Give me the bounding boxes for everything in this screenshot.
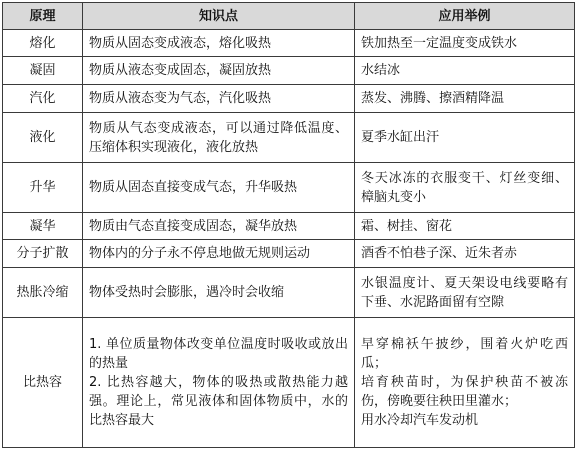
row-knowledge: 物体受热时会膨胀，遇冷时会收缩 bbox=[83, 268, 355, 318]
row-examples: 酒香不怕巷子深、近朱者赤 bbox=[355, 240, 575, 268]
row-principle: 液化 bbox=[3, 113, 83, 163]
row-examples: 铁加热至一定温度变成铁水 bbox=[355, 30, 575, 57]
row-knowledge: 物质从固态直接变成气态，升华吸热 bbox=[83, 163, 355, 213]
table-row bbox=[3, 213, 575, 240]
header-principle: 原理 bbox=[3, 3, 83, 30]
table-row bbox=[3, 240, 575, 268]
row-principle: 汽化 bbox=[3, 85, 83, 113]
row-knowledge: 物体内的分子永不停息地做无规则运动 bbox=[83, 240, 355, 268]
table-row bbox=[3, 113, 575, 163]
row-examples-cell bbox=[355, 268, 575, 318]
specific-heat-knowledge-cell bbox=[83, 318, 355, 448]
row-principle: 分子扩散 bbox=[3, 240, 83, 268]
row-principle: 凝固 bbox=[3, 57, 83, 85]
row-examples: 蒸发、沸腾、擦酒精降温 bbox=[355, 85, 575, 113]
table-row bbox=[3, 57, 575, 85]
row-principle: 升华 bbox=[3, 163, 83, 213]
row-knowledge: 物质从气态变成液态，可以通过降低温度、压缩体积实现液化，液化放热 bbox=[89, 120, 348, 155]
row-knowledge: 物质从固态变成液态，熔化吸热 bbox=[83, 30, 355, 57]
specific-heat-point-2: 2. 比热容越大，物体的吸热或散热能力越强。理论上，常见液体和固体物质中，水的比热容最大 bbox=[89, 375, 348, 428]
row-principle: 凝华 bbox=[3, 213, 83, 240]
row-examples: 霜、树挂、窗花 bbox=[355, 213, 575, 240]
table-row bbox=[3, 30, 575, 57]
header-examples: 应用举例 bbox=[355, 3, 575, 30]
table-row bbox=[3, 268, 575, 318]
physics-principles-table bbox=[2, 2, 575, 448]
row-examples-cell bbox=[355, 163, 575, 213]
specific-heat-examples-cell bbox=[355, 318, 575, 448]
table-row bbox=[3, 163, 575, 213]
row-examples: 夏季水缸出汗 bbox=[355, 113, 575, 163]
specific-heat-example-3: 用水冷却汽车发动机 bbox=[361, 413, 479, 428]
row-knowledge: 物质从液态变成固态，凝固放热 bbox=[83, 57, 355, 85]
row-examples: 水结冰 bbox=[355, 57, 575, 85]
row-principle: 热胀冷缩 bbox=[3, 268, 83, 318]
row-principle: 比热容 bbox=[3, 318, 83, 448]
row-examples: 水银温度计、夏天架设电线要略有下垂、水泥路面留有空隙 bbox=[361, 275, 568, 310]
table-row-specific-heat bbox=[3, 318, 575, 448]
row-principle: 熔化 bbox=[3, 30, 83, 57]
specific-heat-point-1: 1. 单位质量物体改变单位温度时吸收或放出的热量 bbox=[89, 337, 348, 371]
table-header-row bbox=[3, 3, 575, 30]
row-knowledge-cell bbox=[83, 113, 355, 163]
row-knowledge: 物质从液态变为气态，汽化吸热 bbox=[83, 85, 355, 113]
header-knowledge: 知识点 bbox=[83, 3, 355, 30]
row-examples: 冬天冰冻的衣服变干、灯丝变细、樟脑丸变小 bbox=[361, 170, 568, 205]
specific-heat-example-2: 培育秧苗时，为保护秧苗不被冻伤，傍晚要往秧田里灌水； bbox=[361, 375, 568, 409]
row-knowledge: 物质由气态直接变成固态，凝华放热 bbox=[83, 213, 355, 240]
specific-heat-example-1: 早穿棉袄午披纱，围着火炉吃西瓜； bbox=[361, 337, 568, 371]
table-row bbox=[3, 85, 575, 113]
